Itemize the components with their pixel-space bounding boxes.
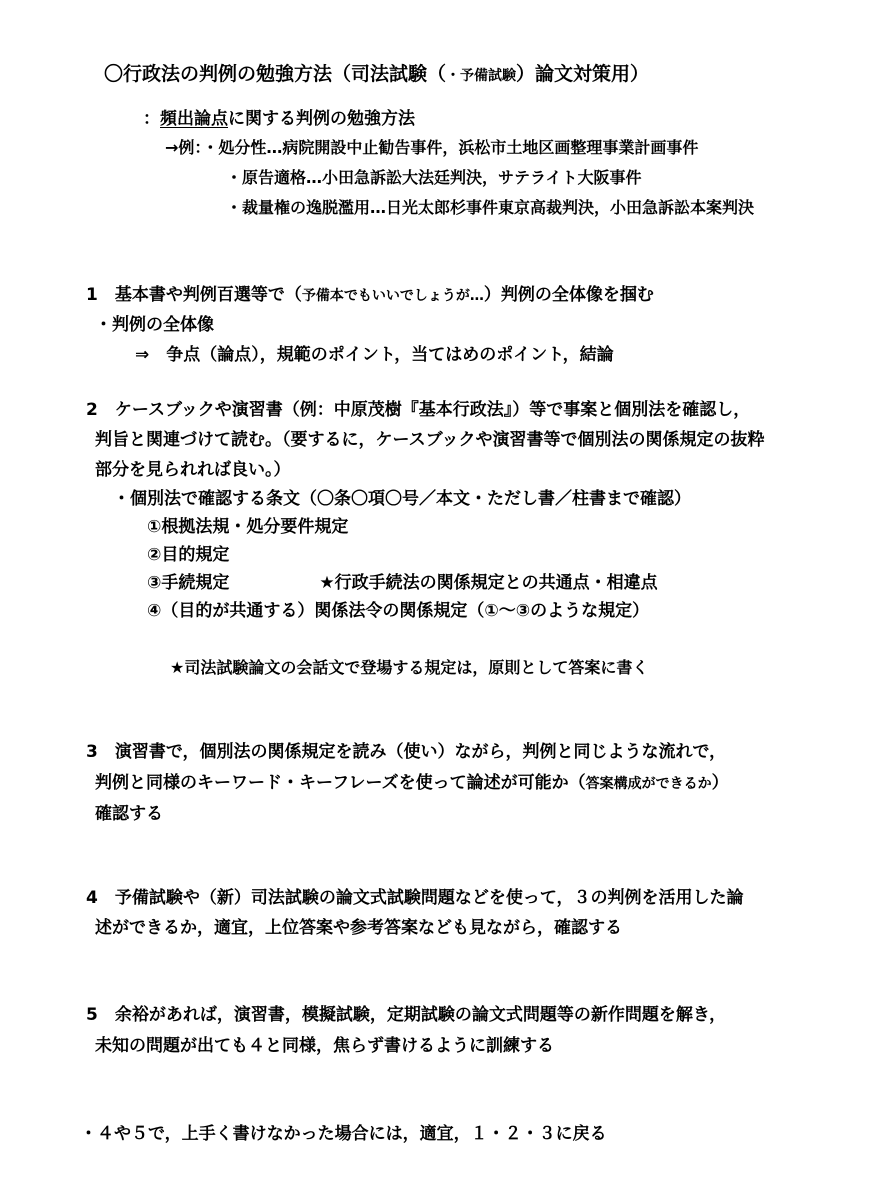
section-3-line-2b: ） [711, 773, 729, 793]
title-end: ）論文対策用） [516, 63, 650, 85]
section-2-star-note: ★司法試験論文の会話文で登場する規定は，原則として答案に書く [170, 658, 649, 677]
section-1-a: 1 基本書や判例百選等で（ [86, 285, 302, 305]
final-note: ・４や５で，上手く書けなかった場合には，適宜，１・２・３に戻る [80, 1124, 607, 1144]
section-3-line-1: 3 演習書で，個別法の関係規定を読み（使い）ながら，判例と同じような流れで， [86, 742, 727, 762]
document-title [104, 62, 649, 88]
section-2-item-2: ②目的規定 [147, 545, 230, 565]
section-2-item-3-note: ★行政手続法の関係規定との共通点・相違点 [319, 573, 658, 593]
section-4-line-2: 述ができるか，適宜，上位答案や参考答案なども見ながら，確認する [95, 918, 622, 938]
section-5-line-1: 5 余裕があれば，演習書，模擬試験，定期試験の論文式問題等の新作問題を解き， [86, 1005, 727, 1025]
section-1-arrow: ⇒ 争点（論点），規範のポイント，当てはめのポイント，結論 [135, 345, 614, 365]
section-1-small: 予備本でもいいでしょうが… [301, 288, 484, 304]
section-2-line-2: 判旨と関連づけて読む。（要するに，ケースブックや演習書等で個別法の関係規定の抜粋 [95, 430, 765, 450]
section-1-b: ）判例の全体像を掴む [483, 285, 654, 305]
section-1-heading [86, 283, 654, 308]
section-3-line-3: 確認する [95, 804, 163, 824]
section-2-item-3-label: ③手続規定 [147, 573, 230, 593]
section-3-line-2-small: 答案構成ができるか [585, 776, 712, 792]
intro-suffix: に関する判例の勉強方法 [228, 109, 415, 129]
intro-prefix: ： [143, 109, 160, 129]
section-2-item-3 [147, 571, 658, 595]
section-2-item-1: ①根拠法規・処分要件規定 [147, 517, 349, 537]
section-2-item-4: ④（目的が共通する）関係法令の関係規定（①～③のような規定） [147, 601, 650, 621]
intro-example-3: ・裁量権の逸脱濫用…日光太郎杉事件東京高裁判決，小田急訴訟本案判決 [226, 198, 755, 217]
intro-example-2: ・原告適格…小田急訴訟大法廷判決，サテライト大阪事件 [226, 168, 642, 187]
section-4-line-1: 4 予備試験や（新）司法試験の論文式試験問題などを使って，３の判例を活用した論 [86, 888, 744, 908]
intro-underlined: 頻出論点 [160, 109, 228, 129]
section-2-line-3: 部分を見られれば良い。） [95, 460, 291, 480]
title-main: 〇行政法の判例の勉強方法（司法試験（ [104, 63, 447, 85]
intro-example-1: →例：・処分性…病院開設中止勧告事件，浜松市土地区画整理事業計画事件 [165, 138, 699, 157]
title-small: ・予備試験 [446, 68, 517, 84]
intro-line [143, 107, 415, 131]
section-3-line-2a: 判例と同様のキーワード・キーフレーズを使って論述が可能か（ [95, 773, 586, 793]
section-1-bullet: ・判例の全体像 [95, 315, 214, 335]
section-3-line-2 [95, 771, 729, 796]
section-2-bullet: ・個別法で確認する条文（〇条〇項〇号／本文・ただし書／柱書まで確認） [113, 489, 691, 509]
section-5-line-2: 未知の問題が出ても４と同様，焦らず書けるように訓練する [95, 1036, 554, 1056]
section-2-line-1: 2 ケースブックや演習書（例：中原茂樹『基本行政法』）等で事案と個別法を確認し， [86, 400, 751, 420]
